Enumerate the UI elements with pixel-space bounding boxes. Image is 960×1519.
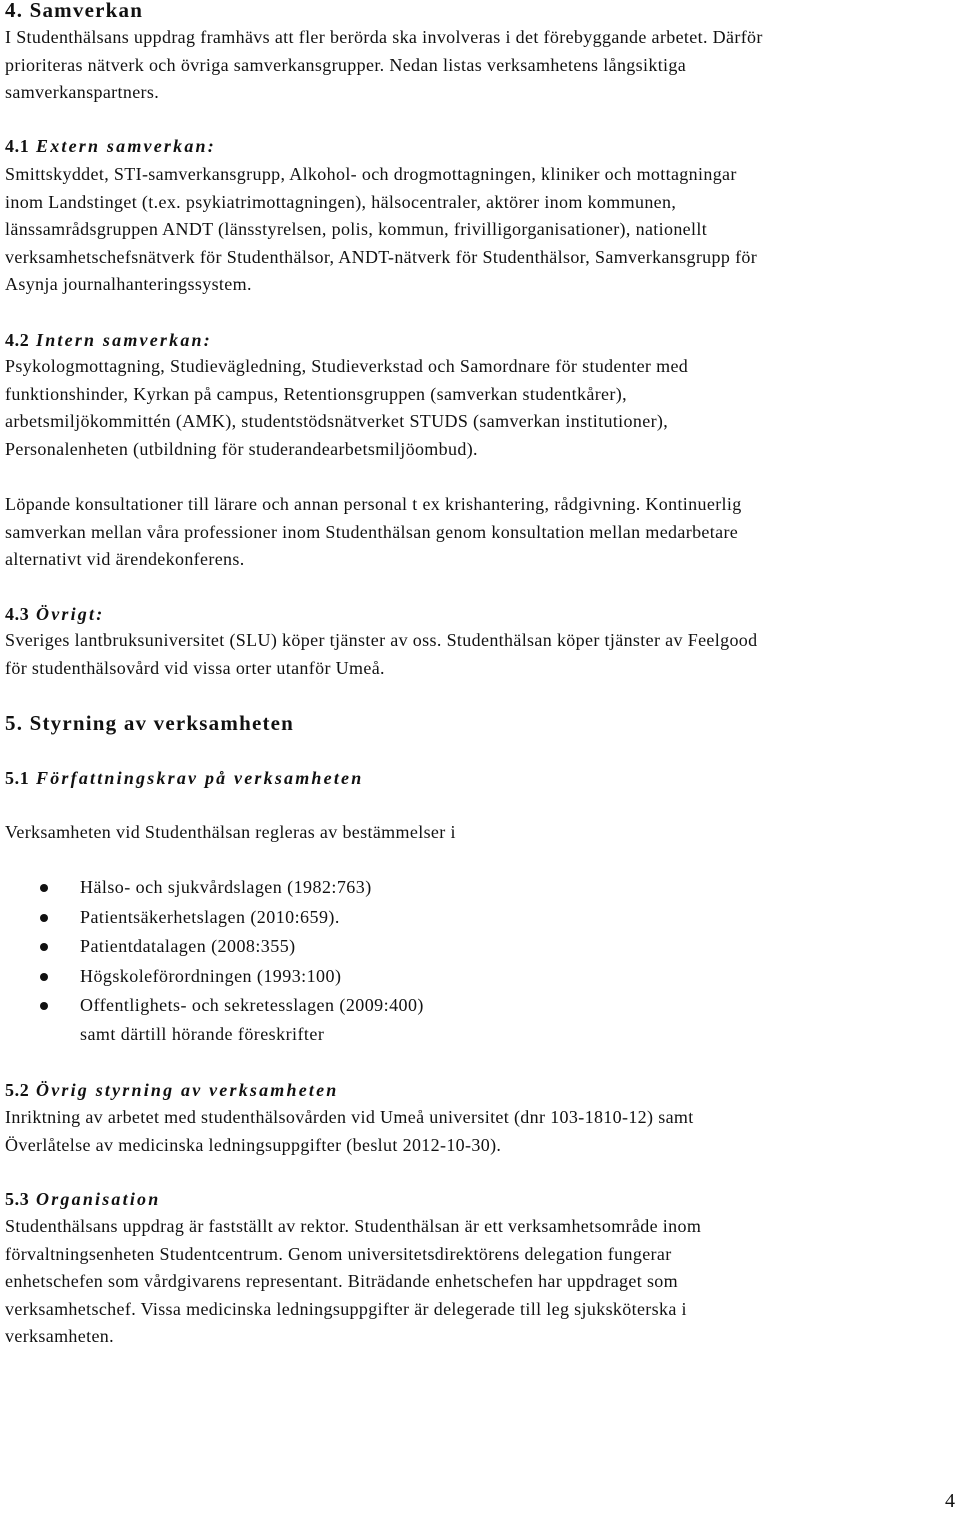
text-line: Verksamheten vid Studenthälsan regleras av bestämmelser i	[5, 822, 456, 842]
text-line: Överlåtelse av medicinska ledningsuppgifter (beslut 2012-10-30).	[5, 1134, 502, 1155]
subheading-forfattningskrav	[5, 766, 363, 790]
text-line: verksamhetschefsnätverk för Studenthälsor, ANDT-nätverk för Studenthälsor, Samverkansgrupp för	[5, 246, 758, 267]
subheading-number: 4.3	[5, 604, 30, 624]
text-line: I Studenthälsans uppdrag framhävs att fler berörda ska involveras i det förebyggande arbetet. Därför	[5, 27, 763, 47]
ovrigt-text	[5, 627, 950, 682]
text-line: Psykologmottagning, Studievägledning, Studieverkstad och Samordnare för studenter med	[5, 356, 689, 376]
list-item	[40, 991, 424, 1021]
text-line: Inriktning av arbetet med studenthälsovården vid Umeå universitet (dnr 103-1810-12) samt	[5, 1107, 694, 1127]
subheading-title: Intern samverkan:	[36, 330, 212, 350]
list-item-text: Patientsäkerhetslagen (2010:659).	[80, 906, 340, 927]
page-number: 4	[945, 1490, 955, 1512]
list-item	[40, 962, 424, 992]
subheading-organisation	[5, 1187, 160, 1211]
subheading-number: 4.2	[5, 330, 30, 350]
subheading-title: Organisation	[36, 1189, 161, 1209]
section-heading-samverkan: 4. Samverkan	[5, 0, 144, 22]
organisation-text	[5, 1213, 950, 1351]
subheading-number: 4.1	[5, 136, 30, 156]
subheading-number: 5.1	[5, 768, 30, 788]
text-line: samverkanspartners.	[5, 82, 160, 102]
text-line: arbetsmiljökommittén (AMK), studentstödsnätverket STUDS (samverkan institutioner),	[5, 411, 669, 431]
bullet-icon	[40, 943, 48, 951]
text-line: alternativt vid ärendekonferens.	[5, 549, 245, 569]
text-line: för studenthälsovård vid vissa orter utanför Umeå.	[5, 657, 385, 678]
list-item-text: Hälso- och sjukvårdslagen (1982:763)	[80, 877, 372, 897]
bullet-icon	[40, 914, 48, 922]
bullet-icon	[40, 884, 48, 892]
text-line: enhetschefen som vårdgivarens representant. Biträdande enhetschefen har uppdraget som	[5, 1271, 678, 1291]
subheading-title: Övrigt:	[36, 604, 105, 624]
text-line: Sveriges lantbruksuniversitet (SLU) köper tjänster av oss. Studenthälsan köper tjänster av Feelgood	[5, 630, 758, 650]
subheading-number: 5.3	[5, 1189, 30, 1209]
text-line: inom Landstinget (t.ex. psykiatrimottagningen), hälsocentraler, aktörer inom kommunen,	[5, 191, 677, 212]
extern-samverkan-text	[5, 161, 950, 299]
subheading-ovrig-styrning	[5, 1078, 339, 1102]
subheading-title: Författningskrav på verksamheten	[36, 768, 364, 788]
list-item-text: Patientdatalagen (2008:355)	[80, 936, 296, 956]
text-line: prioriteras nätverk och övriga samverkansgrupper. Nedan listas verksamhetens långsiktiga	[5, 54, 687, 75]
forfattningskrav-intro	[5, 819, 950, 847]
text-line: funktionshinder, Kyrkan på campus, Retentionsgruppen (samverkan studentkårer),	[5, 383, 627, 404]
list-item	[40, 873, 424, 903]
konsultationer-paragraph	[5, 491, 950, 574]
subheading-title: Övrig styrning av verksamheten	[36, 1080, 339, 1100]
bullet-icon	[40, 973, 48, 981]
text-line: förvaltningsenheten Studentcentrum. Genom universitetsdirektörens delegation fungerar	[5, 1243, 672, 1264]
samverkan-intro	[5, 24, 950, 107]
list-item-text: Offentlighets- och sekretesslagen (2009:400)	[80, 995, 424, 1015]
list-continuation: samt därtill hörande föreskrifter	[80, 1024, 325, 1044]
text-line: Smittskyddet, STI-samverkansgrupp, Alkohol- och drogmottagningen, kliniker och mottagningar	[5, 164, 737, 184]
subheading-number: 5.2	[5, 1080, 30, 1100]
law-list	[40, 873, 424, 1044]
text-line: Personalenheten (utbildning för studerandearbetsmiljöombud).	[5, 438, 478, 459]
text-line: verksamhetschef. Vissa medicinska ledningsuppgifter är delegerade till leg sjuksköterska i	[5, 1298, 687, 1319]
subheading-extern-samverkan	[5, 134, 216, 158]
text-line: samverkan mellan våra professioner inom Studenthälsan genom konsultation mellan medarbetare	[5, 521, 739, 542]
text-line: Löpande konsultationer till lärare och annan personal t ex krishantering, rådgivning. Kontinuerlig	[5, 494, 742, 514]
subheading-intern-samverkan	[5, 328, 212, 352]
list-item-text: Högskoleförordningen (1993:100)	[80, 965, 342, 986]
text-line: Studenthälsans uppdrag är fastställt av rektor. Studenthälsan är ett verksamhetsområde inom	[5, 1216, 702, 1236]
text-line: Asynja journalhanteringssystem.	[5, 274, 252, 294]
subheading-title: Extern samverkan:	[36, 136, 216, 156]
list-item	[40, 903, 424, 933]
text-line: länssamrådsgruppen ANDT (länsstyrelsen, polis, kommun, frivilligorganisationer), nationellt	[5, 219, 708, 239]
list-item	[40, 932, 424, 962]
intern-samverkan-text	[5, 353, 950, 463]
ovrig-styrning-text	[5, 1104, 950, 1159]
bullet-icon	[40, 1002, 48, 1010]
subheading-ovrigt	[5, 602, 104, 626]
section-heading-styrning: 5. Styrning av verksamheten	[5, 711, 295, 735]
text-line: verksamheten.	[5, 1326, 115, 1346]
